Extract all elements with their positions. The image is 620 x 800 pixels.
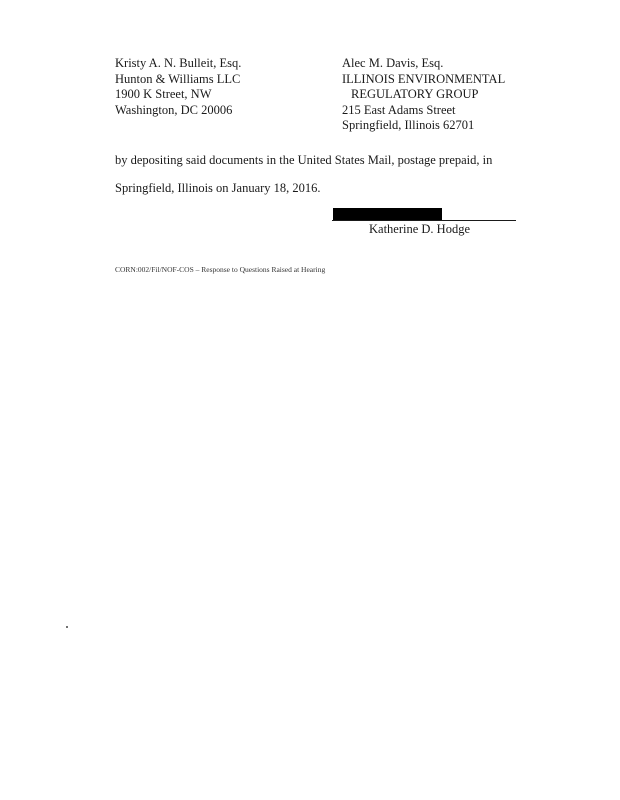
address-line: Kristy A. N. Bulleit, Esq. — [115, 56, 242, 70]
address-line: REGULATORY GROUP — [351, 87, 479, 101]
address-line: Alec M. Davis, Esq. — [342, 56, 444, 70]
address-line: 215 East Adams Street — [342, 102, 456, 117]
address-line: 1900 K Street, NW — [115, 87, 212, 101]
body-paragraph-line-2: Springfield, Illinois on January 18, 2016. — [115, 181, 321, 195]
service-address-left — [115, 56, 241, 118]
address-line: ILLINOIS ENVIRONMENTAL — [342, 71, 506, 86]
signature-line — [332, 208, 516, 221]
address-line: Springfield, Illinois 62701 — [342, 118, 475, 132]
signer-name: Katherine D. Hodge — [369, 222, 471, 236]
service-address-right — [342, 56, 505, 134]
scan-speck — [66, 626, 68, 628]
document-footer-code: CORN:002/Fil/NOF-COS – Response to Questions Raised at Hearing — [115, 265, 326, 274]
redacted-signature — [333, 208, 442, 220]
body-paragraph-line-1: by depositing said documents in the United States Mail, postage prepaid, in — [115, 153, 493, 167]
address-line: Hunton & Williams LLC — [115, 71, 241, 86]
address-line: Washington, DC 20006 — [115, 102, 233, 117]
signature-block — [332, 208, 516, 236]
